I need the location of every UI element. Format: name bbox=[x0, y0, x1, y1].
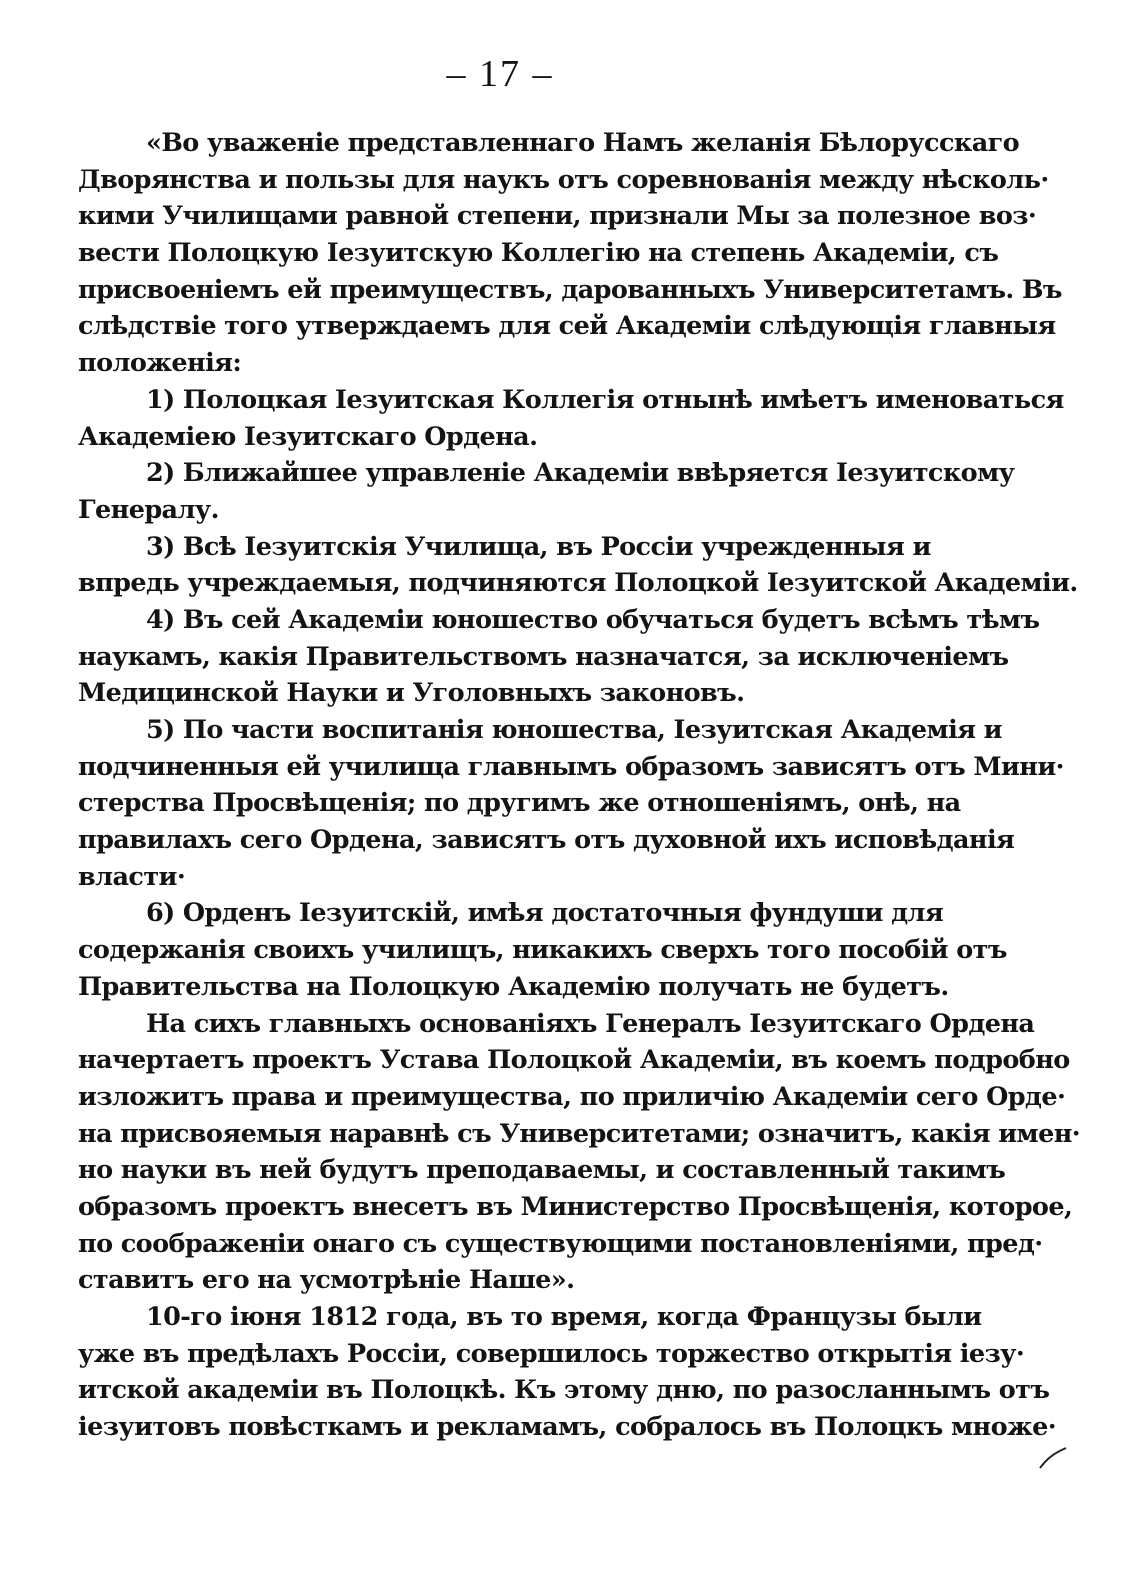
text-line: на присвояемыя наравнѣ съ Университетами; означитъ, какія имен· bbox=[78, 1118, 1081, 1149]
text-line: вести Полоцкую Іезуитскую Коллегію на степень Академіи, съ bbox=[78, 238, 999, 269]
text-line: Генералу. bbox=[78, 494, 219, 525]
text-line: слѣдствіе того утверждаемъ для сей Академіи слѣдующія главныя bbox=[78, 311, 1056, 342]
text-line: «Во уваженіе представленнаго Намъ желанія Бѣлорусскаго bbox=[146, 128, 1020, 158]
text-line: На сихъ главныхъ основаніяхъ Генералъ Іезуитскаго Ордена bbox=[146, 1008, 1035, 1039]
body-text bbox=[78, 125, 1081, 1446]
text-line: положенія: bbox=[78, 348, 242, 379]
text-line: правилахъ сего Ордена, зависятъ отъ духовной ихъ исповѣданія bbox=[78, 825, 1015, 856]
text-line: Академіею Іезуитскаго Ордена. bbox=[78, 421, 538, 452]
text-line: но науки въ ней будутъ преподаваемы, и составленный такимъ bbox=[78, 1155, 1006, 1186]
pen-mark bbox=[1038, 1446, 1068, 1470]
text-line: 3) Всѣ Іезуитскія Училища, въ Россіи учрежденныя и bbox=[146, 531, 931, 562]
text-line: власти· bbox=[78, 861, 186, 892]
text-line: образомъ проектъ внесетъ въ Министерство Просвѣщенія, которое, bbox=[78, 1191, 1073, 1222]
text-line: іезуитовъ повѣсткамъ и рекламамъ, собралось въ Полоцкъ множе· bbox=[78, 1412, 1057, 1443]
text-line: 1) Полоцкая Іезуитская Коллегія отнынѣ имѣетъ именоваться bbox=[146, 384, 1064, 415]
text-line: 4) Въ сей Академіи юношество обучаться будетъ всѣмъ тѣмъ bbox=[146, 604, 1040, 635]
text-line: 2) Ближайшее управленіе Академіи ввѣряется Іезуитскому bbox=[146, 458, 1015, 489]
text-line: 5) По части воспитанія юношества, Іезуитская Академія и bbox=[146, 715, 1002, 745]
text-line: 10-го іюня 1812 года, въ то время, когда Французы были bbox=[146, 1302, 982, 1332]
text-line: ставитъ его на усмотрѣніе Наше». bbox=[78, 1265, 575, 1296]
text-line: уже въ предѣлахъ Россіи, совершилось торжество открытія іезу· bbox=[78, 1338, 1025, 1369]
text-line: кими Училищами равной степени, признали Мы за полезное воз· bbox=[78, 201, 1037, 232]
text-line: стерства Просвѣщенія; по другимъ же отношеніямъ, онѣ, на bbox=[78, 788, 961, 819]
text-line: присвоеніемъ ей преимуществъ, дарованныхъ Университетамъ. Въ bbox=[78, 274, 1062, 305]
text-line: по соображеніи онаго съ существующими постановленіями, пред· bbox=[78, 1228, 1043, 1259]
page-number: – 17 – bbox=[446, 53, 554, 95]
text-line: начертаетъ проектъ Устава Полоцкой Академіи, въ коемъ подробно bbox=[78, 1045, 1070, 1076]
text-line: впредь учреждаемыя, подчиняются Полоцкой Іезуитской Академіи. bbox=[78, 568, 1078, 599]
text-line: подчиненныя ей училища главнымъ образомъ зависятъ отъ Мини· bbox=[78, 751, 1064, 782]
text-line: изложитъ права и преимущества, по приличію Академіи сего Орде· bbox=[78, 1081, 1066, 1112]
text-line: Медицинской Науки и Уголовныхъ законовъ. bbox=[78, 678, 745, 709]
text-line: Дворянства и пользы для наукъ отъ соревнованія между нѣсколь· bbox=[78, 164, 1049, 195]
text-line: содержанія своихъ училищъ, никакихъ сверхъ того пособій отъ bbox=[78, 935, 1007, 966]
text-line: наукамъ, какія Правительствомъ назначатся, за исключеніемъ bbox=[78, 641, 1009, 672]
text-line: итской академіи въ Полоцкѣ. Къ этому дню, по разосланнымъ отъ bbox=[78, 1375, 1050, 1406]
text-line: Правительства на Полоцкую Академію получать не будетъ. bbox=[78, 971, 949, 1002]
text-line: 6) Орденъ Іезуитскій, имѣя достаточныя фундуши для bbox=[146, 898, 944, 929]
